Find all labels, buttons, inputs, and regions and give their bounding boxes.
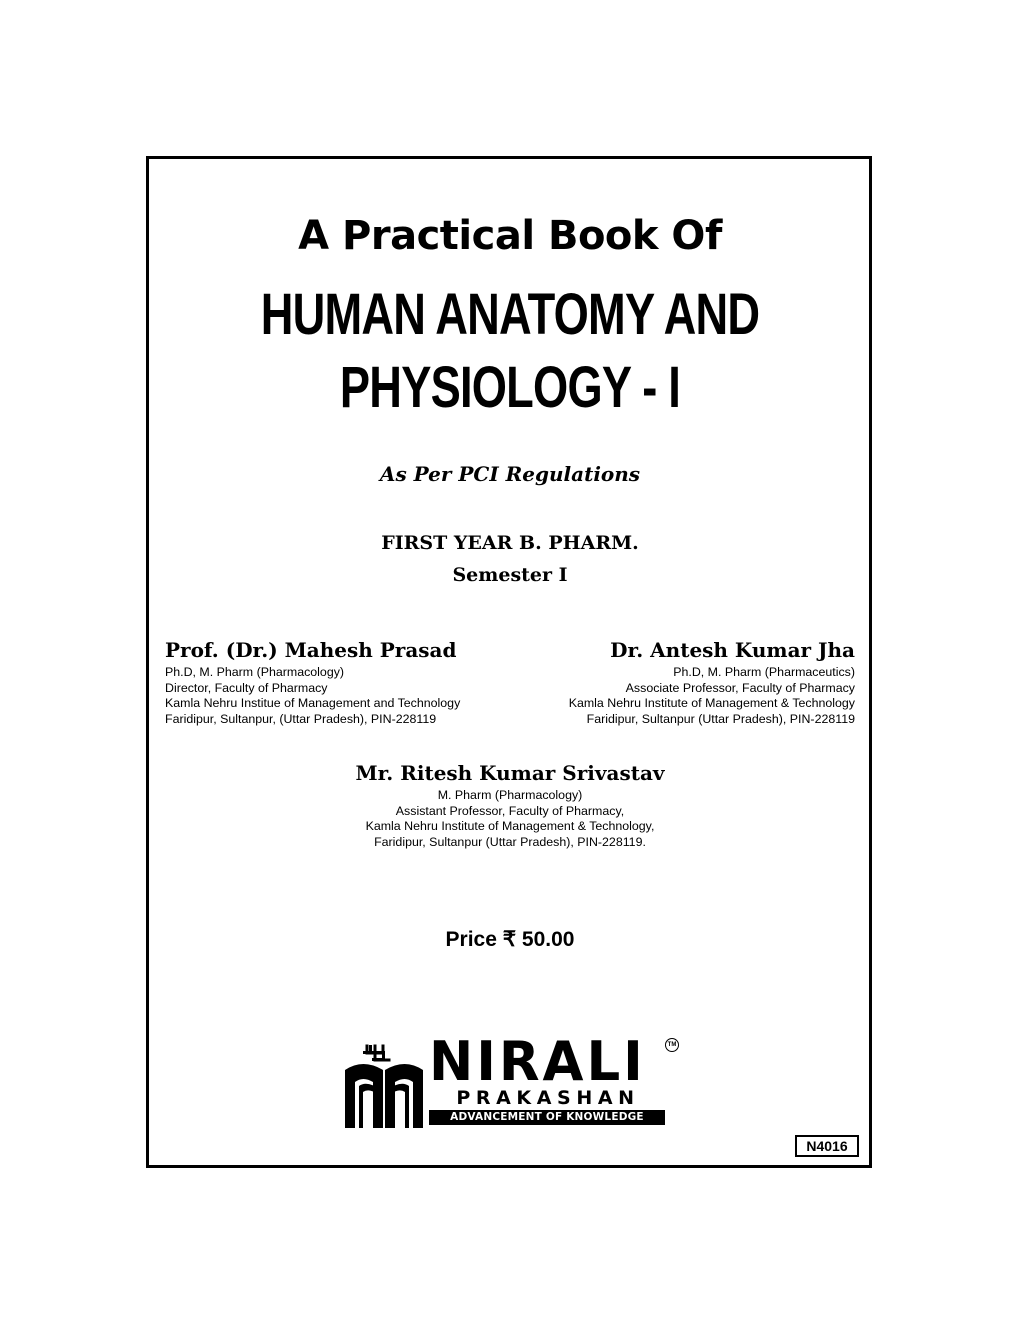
author-2-address: Faridipur, Sultanpur (Uttar Pradesh), PIN-228119 — [586, 711, 855, 726]
publisher-tagline: ADVANCEMENT OF KNOWLEDGE — [429, 1110, 665, 1125]
author-1 — [165, 637, 460, 727]
author-1-institute: Kamla Nehru Institue of Management and Technology — [165, 696, 461, 710]
author-2-qualification: Ph.D, M. Pharm (Pharmaceutics) — [673, 665, 855, 679]
publisher-sub: PRAKASHAN — [456, 1087, 640, 1109]
regulations-note: As Per PCI Regulations — [379, 462, 641, 486]
author-2 — [569, 637, 855, 727]
book-price: Price ₹ 50.00 — [445, 928, 575, 951]
book-title-line-2: PHYSIOLOGY - I — [339, 355, 681, 420]
author-3-name: Mr. Ritesh Kumar Srivastav — [355, 761, 665, 785]
publisher-logo — [343, 1030, 679, 1128]
author-3-address: Faridipur, Sultanpur (Uttar Pradesh), PIN-228119. — [374, 834, 646, 849]
book-code: N4016 — [795, 1135, 859, 1157]
author-1-address: Faridipur, Sultanpur, (Uttar Pradesh), PIN-228119 — [165, 711, 437, 726]
author-2-institute: Kamla Nehru Institute of Management & Technology — [568, 696, 855, 710]
course-year: FIRST YEAR B. PHARM. — [381, 532, 639, 554]
course-semester: Semester I — [452, 564, 568, 586]
book-title-line-1: HUMAN ANATOMY AND — [260, 282, 760, 347]
author-3 — [0, 760, 1020, 850]
publisher-brand: NIRALI — [429, 1030, 646, 1093]
nirali-book-swastika-icon — [343, 1042, 427, 1128]
author-1-name: Prof. (Dr.) Mahesh Prasad — [165, 638, 457, 662]
author-2-position: Associate Professor, Faculty of Pharmacy — [625, 680, 855, 695]
trademark-icon: TM — [665, 1038, 679, 1052]
author-3-qualification: M. Pharm (Pharmacology) — [437, 788, 583, 802]
author-3-position: Assistant Professor, Faculty of Pharmacy, — [395, 803, 625, 818]
author-1-qualification: Ph.D, M. Pharm (Pharmacology) — [165, 665, 345, 679]
author-1-position: Director, Faculty of Pharmacy — [165, 680, 328, 695]
author-2-name: Dr. Antesh Kumar Jha — [610, 638, 855, 662]
book-subtitle: A Practical Book Of — [298, 213, 722, 259]
author-3-institute: Kamla Nehru Institute of Management & Technology, — [365, 819, 655, 833]
